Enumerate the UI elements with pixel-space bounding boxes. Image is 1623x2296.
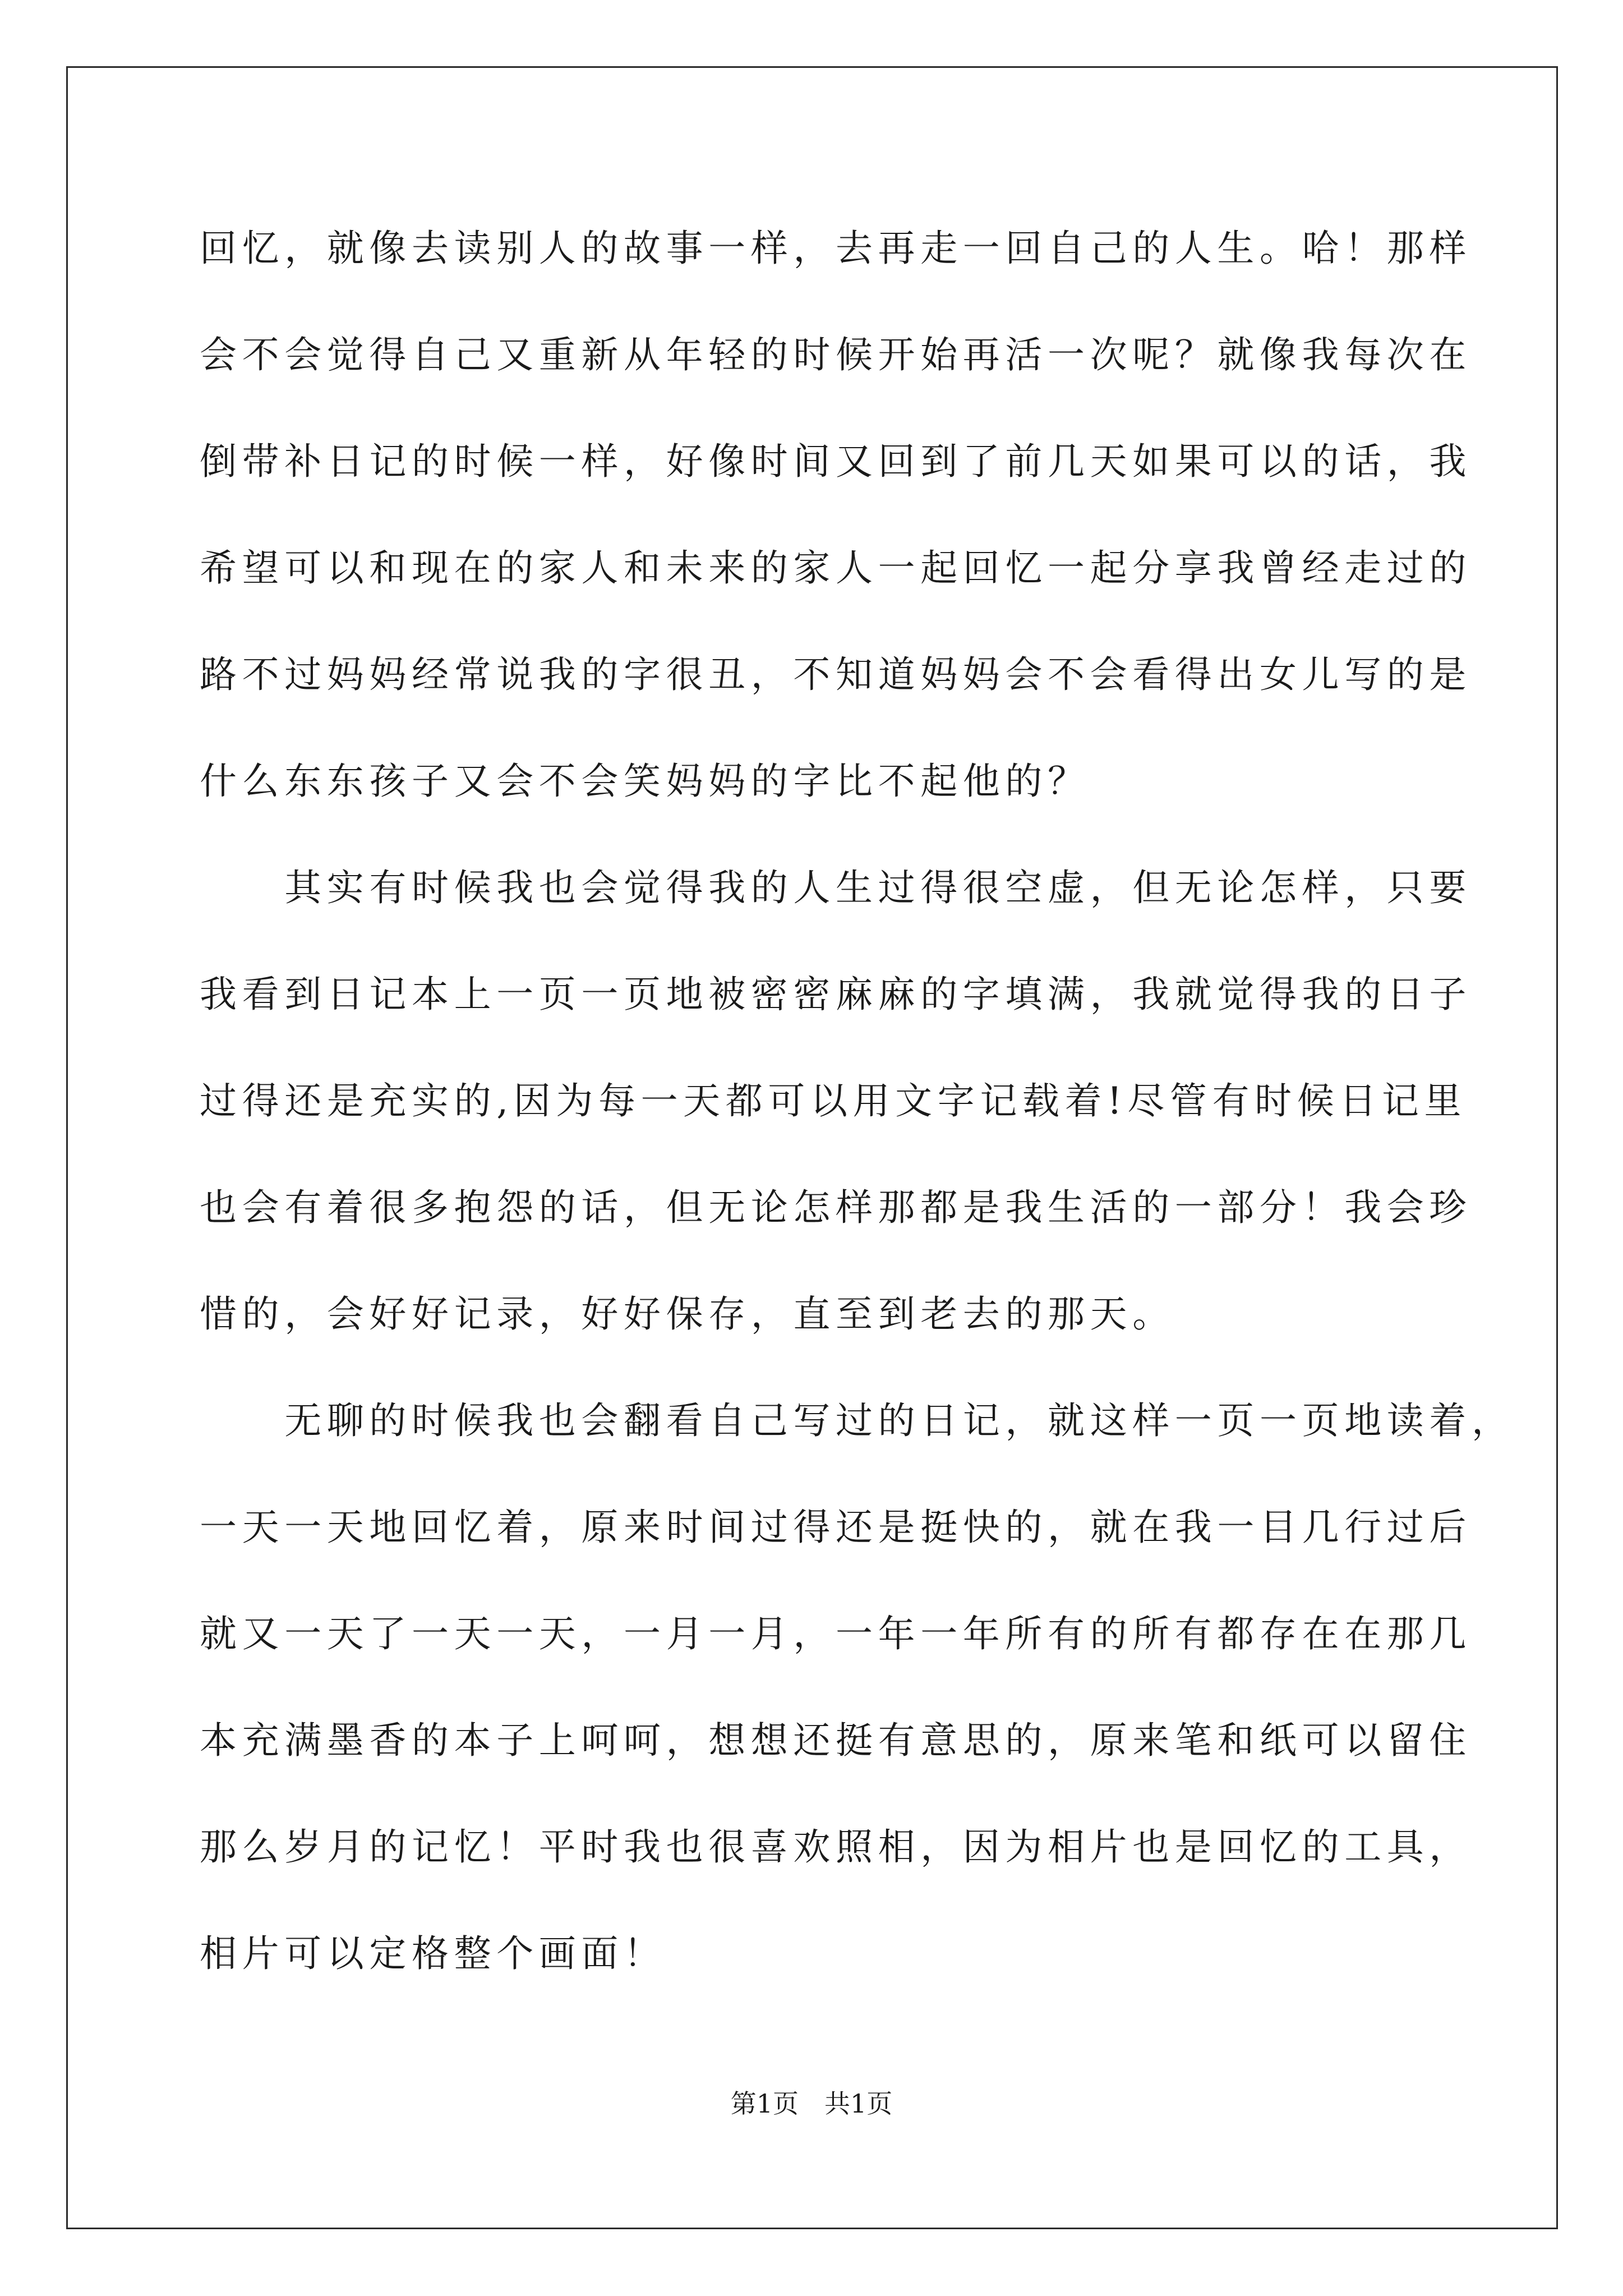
body-line: 会不会觉得自己又重新从年轻的时候开始再活一次呢？就像我每次在	[200, 333, 1472, 376]
body-line: 一天一天地回忆着，原来时间过得还是挺快的，就在我一目几行过后	[200, 1506, 1472, 1549]
page-number: 第1页 共1页	[730, 2088, 893, 2119]
body-line: 什么东东孩子又会不会笑妈妈的字比不起他的？	[200, 760, 1090, 803]
body-line: 我看到日记本上一页一页地被密密麻麻的字填满，我就觉得我的日子	[200, 973, 1472, 1016]
body-line: 过得还是充实的,因为每一天都可以用文字记载着!尽管有时候日记里	[200, 1079, 1467, 1122]
body-line: 那么岁月的记忆！平时我也很喜欢照相，因为相片也是回忆的工具，	[200, 1825, 1472, 1869]
body-line: 无聊的时候我也会翻看自己写过的日记，就这样一页一页地读着，	[200, 1399, 1514, 1442]
body-line: 路不过妈妈经常说我的字很丑，不知道妈妈会不会看得出女儿写的是	[200, 653, 1472, 696]
body-line: 希望可以和现在的家人和未来的家人一起回忆一起分享我曾经走过的	[200, 546, 1472, 590]
body-line: 其实有时候我也会觉得我的人生过得很空虚，但无论怎样，只要	[200, 866, 1472, 909]
body-line: 回忆，就像去读别人的故事一样，去再走一回自己的人生。哈！那样	[200, 227, 1472, 270]
page-border	[66, 66, 1558, 2229]
body-line: 也会有着很多抱怨的话，但无论怎样那都是我生活的一部分！我会珍	[200, 1186, 1472, 1229]
body-line: 相片可以定格整个画面！	[200, 1932, 666, 1975]
body-line: 惜的，会好好记录，好好保存，直至到老去的那天。	[200, 1292, 1175, 1336]
body-line: 倒带补日记的时候一样，好像时间又回到了前几天如果可以的话，我	[200, 440, 1472, 483]
body-line: 本充满墨香的本子上呵呵，想想还挺有意思的，原来笔和纸可以留住	[200, 1719, 1472, 1762]
body-line: 就又一天了一天一天，一月一月，一年一年所有的所有都存在在那几	[200, 1612, 1472, 1655]
